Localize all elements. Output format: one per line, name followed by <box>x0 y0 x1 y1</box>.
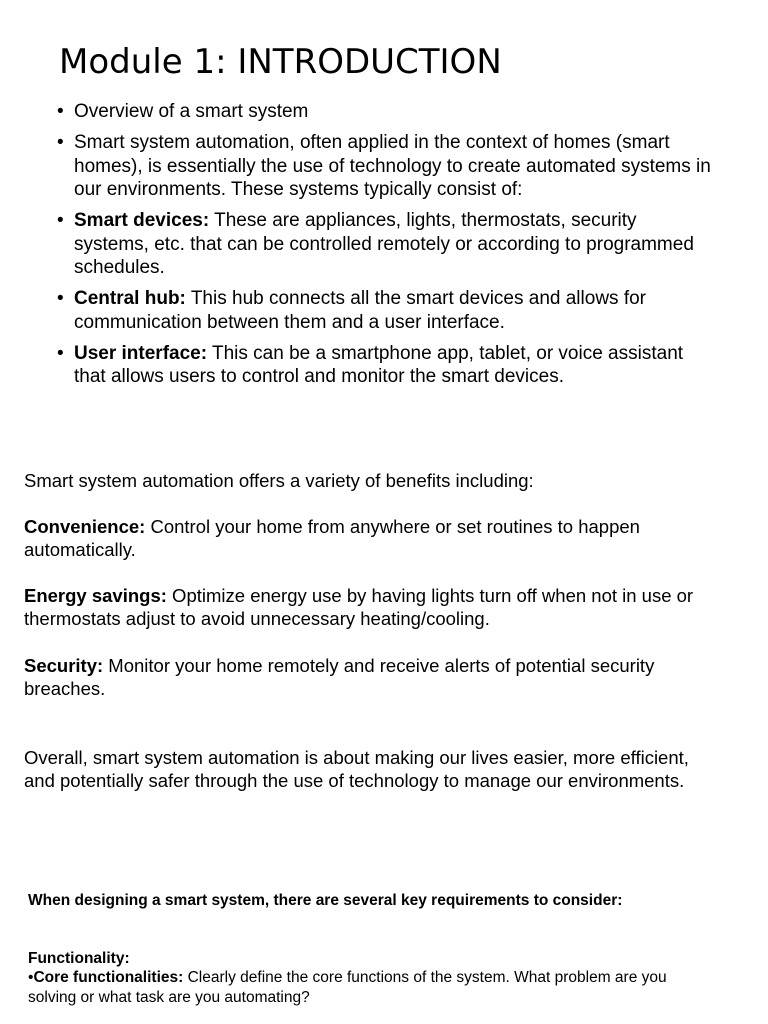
benefit-convenience <box>24 515 704 561</box>
bullet-dot-icon: • <box>57 132 64 153</box>
overall-summary: Overall, smart system automation is about making our lives easier, more efficient, and potentially safer through the use of technology to manage our environments. <box>24 747 689 791</box>
page-title: Module 1: INTRODUCTION <box>59 42 502 82</box>
bullet-term: Smart devices: <box>74 210 210 231</box>
requirements-subheading: Functionality: <box>28 950 130 967</box>
bullet-text: These are appliances, lights, thermostats, security systems, etc. that can be controlled remotely or according to programmed schedules. <box>74 210 694 278</box>
requirement-text: Clearly define the core functions of the system. What problem are you solving or what task are you automating? <box>28 969 667 1006</box>
benefit-term: Energy savings: <box>24 585 167 606</box>
bullet-term: Central hub: <box>74 288 186 309</box>
bullet-dot-icon: • <box>57 101 64 122</box>
benefit-text: Control your home from anywhere or set routines to happen automatically. <box>24 516 640 560</box>
bullet-item <box>56 209 716 280</box>
benefit-energy-savings <box>24 584 704 630</box>
bullet-item <box>56 287 716 334</box>
requirements-heading: When designing a smart system, there are several key requirements to consider: <box>28 892 623 909</box>
benefits-intro: Smart system automation offers a variety of benefits including: <box>24 470 534 491</box>
bullet-dot-icon: • <box>57 210 64 231</box>
bullet-term: User interface: <box>74 342 208 364</box>
bullet-text: Overview of a smart system <box>74 101 309 122</box>
bullet-dot-icon: • <box>57 342 64 364</box>
bullet-text: This can be a smartphone app, tablet, or voice assistant that allows users to control and monitor the smart devices. <box>74 342 684 387</box>
requirement-term: Core functionalities: <box>33 969 184 986</box>
benefit-text: Monitor your home remotely and receive alerts of potential security breaches. <box>24 655 655 699</box>
benefit-term: Convenience: <box>24 516 146 537</box>
bullet-text: This hub connects all the smart devices and allows for communication between them and a user interface. <box>74 288 646 333</box>
bullet-text: Smart system automation, often applied in the context of homes (smart homes), is essentially the use of technology to create automated systems in our environments. These systems typically consist of: <box>74 132 711 200</box>
intro-bullet-list <box>56 100 716 396</box>
benefit-security <box>24 654 704 700</box>
bullet-item <box>56 342 716 389</box>
bullet-item <box>56 131 716 202</box>
bullet-dot-icon: • <box>57 288 64 309</box>
requirement-item <box>28 968 708 1007</box>
bullet-item <box>56 100 716 124</box>
bullet-dot-icon: • <box>28 969 34 986</box>
benefit-term: Security: <box>24 655 104 676</box>
benefit-text: Optimize energy use by having lights turn off when not in use or thermostats adjust to avoid unnecessary heating/cooling. <box>24 585 694 629</box>
